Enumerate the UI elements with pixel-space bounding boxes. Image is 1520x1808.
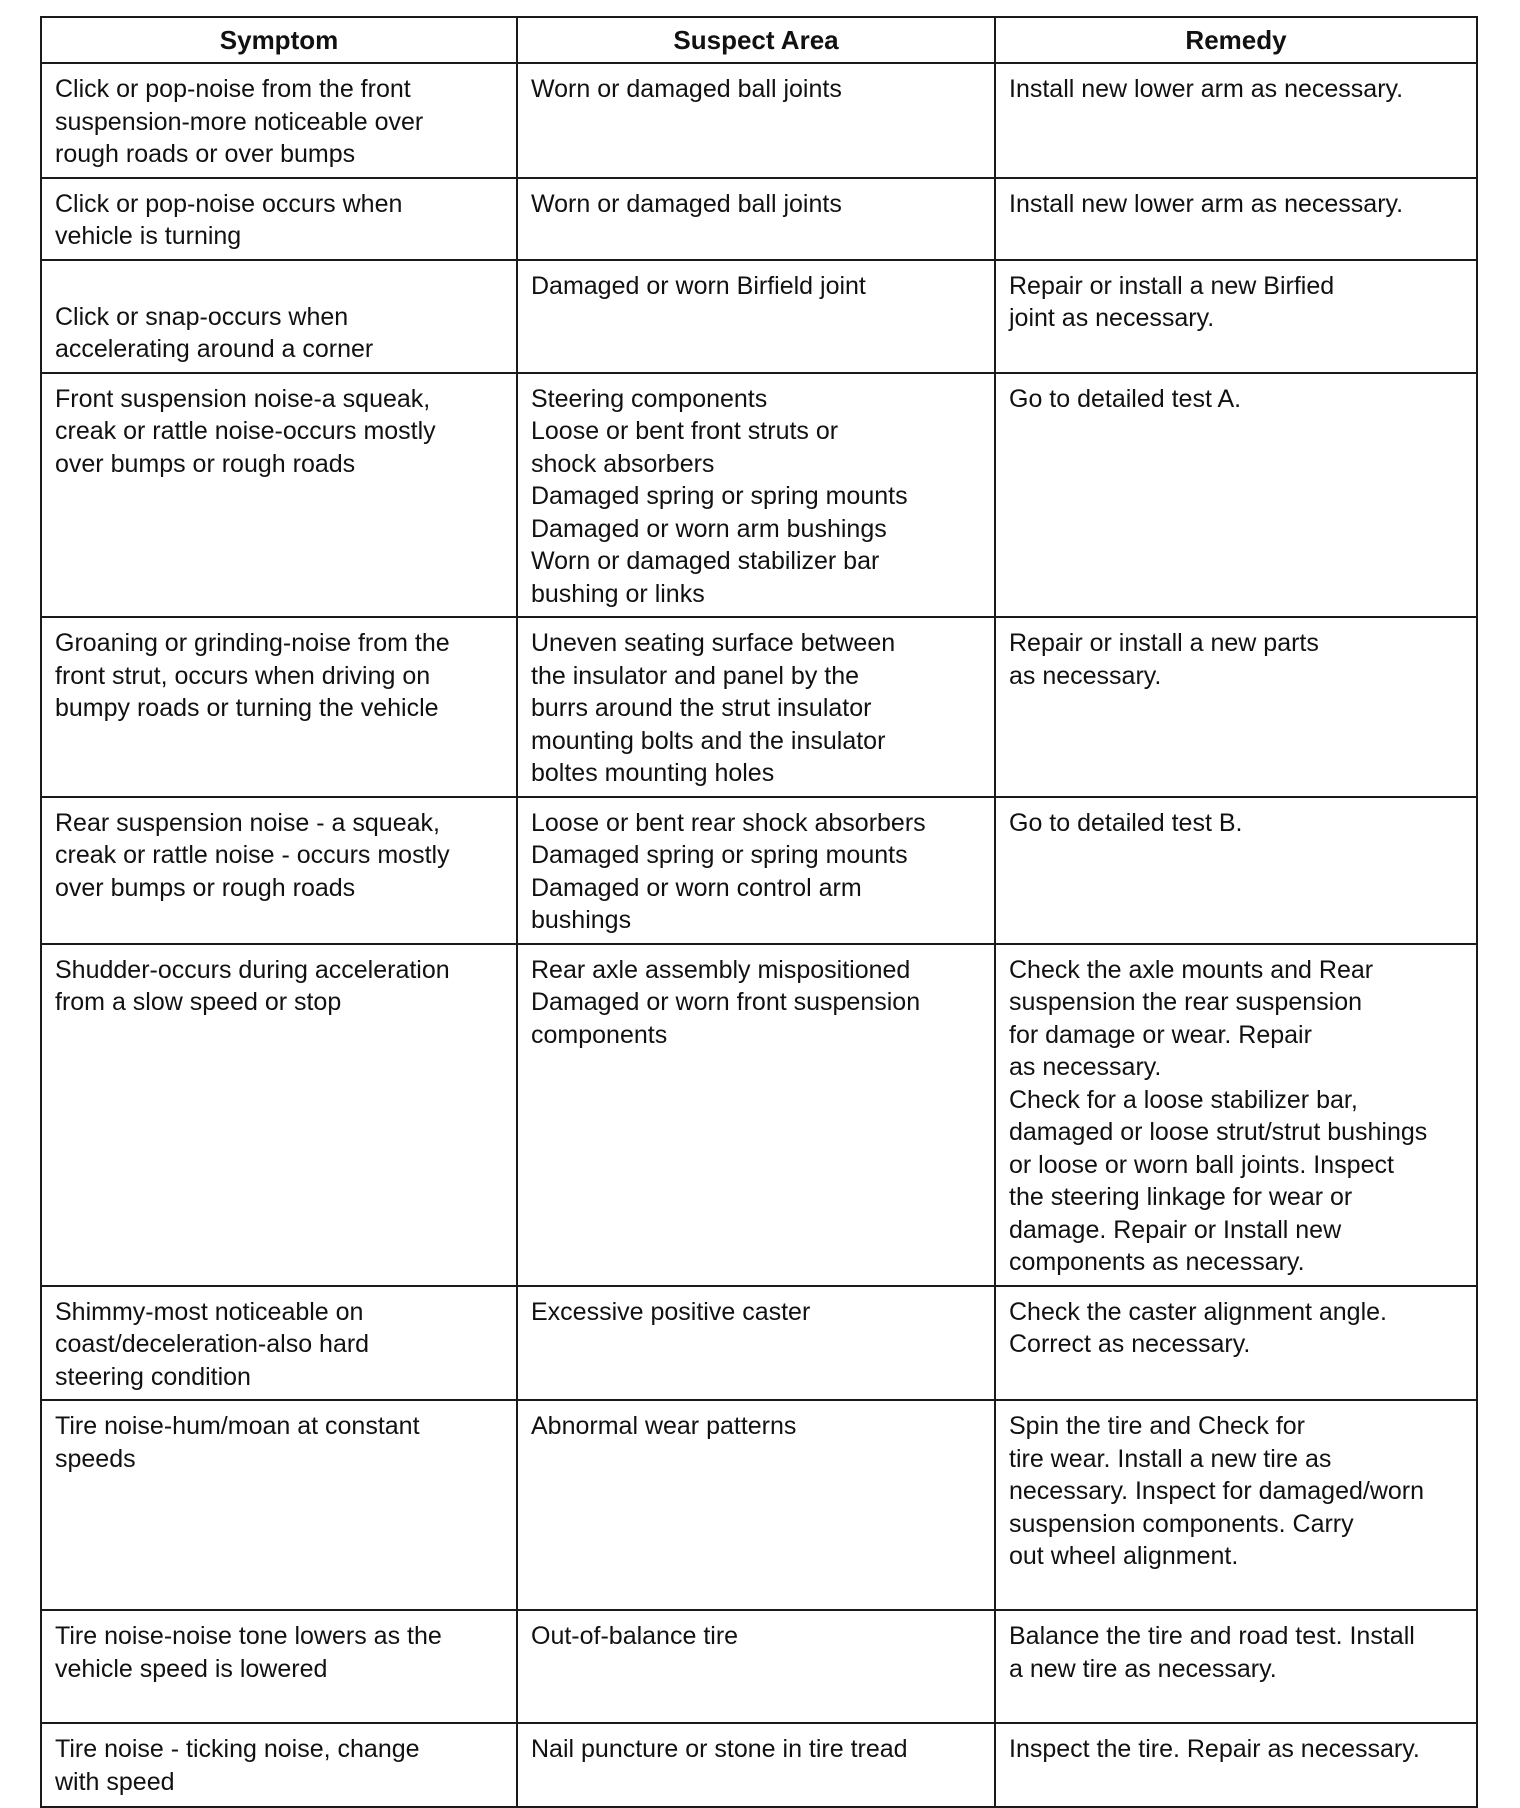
remedy-line: Correct as necessary. [1009, 1330, 1251, 1358]
symptom-cell [41, 944, 517, 1286]
remedy-line: Install new lower arm as necessary. [1009, 189, 1404, 218]
suspect-line: bushing or links [531, 579, 705, 608]
suspect-line: Steering components [531, 384, 768, 413]
remedy-line: a new tire as necessary. [1009, 1654, 1277, 1683]
remedy-line: or loose or worn ball joints. Inspect [1009, 1150, 1394, 1179]
diagnosis-table-sheet [40, 16, 1476, 1808]
suspect-line: Abnormal wear patterns [531, 1412, 797, 1440]
symptom-line: Tire noise-noise tone lowers as the [55, 1622, 442, 1650]
symptom-cell [41, 178, 517, 260]
symptom-line: coast/deceleration-also hard [55, 1330, 370, 1358]
suspect-line: Worn or damaged ball joints [531, 75, 842, 103]
remedy-line: tire wear. Install a new tire as [1009, 1444, 1332, 1473]
remedy-cell [995, 1723, 1477, 1807]
table-body [41, 63, 1477, 1807]
symptom-line: rough roads or over bumps [55, 140, 356, 168]
remedy-line: Repair or install a new Birfied [1009, 271, 1335, 300]
remedy-cell [995, 1400, 1477, 1610]
suspect-area-cell [517, 1286, 995, 1401]
symptom-line: Front suspension noise-a squeak, [55, 384, 431, 413]
suspect-area-cell [517, 617, 995, 797]
suspect-line: Loose or bent front struts or [531, 417, 839, 445]
symptom-line: vehicle speed is lowered [55, 1654, 328, 1683]
remedy-column-header: Remedy [995, 17, 1477, 63]
remedy-line: Spin the tire and Check for [1009, 1412, 1305, 1440]
remedy-line: Install new lower arm as necessary. [1009, 75, 1404, 103]
symptom-cell [41, 260, 517, 373]
remedy-line: the steering linkage for wear or [1009, 1183, 1353, 1211]
suspect-area-cell [517, 260, 995, 373]
suspect-line: burrs around the strut insulator [531, 694, 872, 722]
suspect-line: Damaged spring or spring mounts [531, 482, 908, 510]
suspect-line: mounting bolts and the insulator [531, 726, 886, 755]
remedy-cell [995, 178, 1477, 260]
symptom-line: over bumps or rough roads [55, 449, 356, 478]
suspect-area-cell [517, 63, 995, 178]
suspect-area-cell [517, 178, 995, 260]
symptom-line: Shimmy-most noticeable on [55, 1297, 364, 1326]
remedy-cell [995, 617, 1477, 797]
symptom-cell [41, 1400, 517, 1610]
table-row [41, 178, 1477, 260]
remedy-cell [995, 797, 1477, 944]
suspect-line: Uneven seating surface between [531, 629, 896, 657]
table-row [41, 944, 1477, 1286]
symptom-line: Rear suspension noise - a squeak, [55, 808, 440, 837]
symptom-cell [41, 1286, 517, 1401]
remedy-line: as necessary. [1009, 1053, 1162, 1081]
suspect-area-cell [517, 373, 995, 618]
suspect-line: Worn or damaged ball joints [531, 189, 842, 218]
remedy-line: suspension the rear suspension [1009, 988, 1363, 1016]
remedy-line: Inspect the tire. Repair as necessary. [1009, 1735, 1420, 1763]
remedy-cell [995, 260, 1477, 373]
table-row [41, 260, 1477, 373]
suspect-line: Worn or damaged stabilizer bar [531, 547, 880, 575]
suspect-area-column-header: Suspect Area [517, 17, 995, 63]
symptom-cell [41, 617, 517, 797]
symptom-line: Click or snap-occurs when [55, 302, 349, 331]
table-row [41, 1400, 1477, 1610]
suspect-line: bushings [531, 906, 632, 934]
diagnosis-table [40, 16, 1478, 1808]
remedy-line: Check the caster alignment angle. [1009, 1297, 1387, 1326]
symptom-line: from a slow speed or stop [55, 988, 342, 1016]
remedy-line: as necessary. [1009, 661, 1162, 690]
symptom-line: steering condition [55, 1362, 251, 1391]
table-header-row [41, 17, 1477, 63]
table-row [41, 1723, 1477, 1807]
remedy-line: damage. Repair or Install new [1009, 1215, 1342, 1244]
suspect-area-cell [517, 797, 995, 944]
symptom-line: over bumps or rough roads [55, 873, 356, 902]
remedy-cell [995, 373, 1477, 618]
table-row [41, 1610, 1477, 1723]
suspect-line: Damaged or worn front suspension [531, 988, 921, 1016]
symptom-line: vehicle is turning [55, 222, 242, 250]
symptom-line: creak or rattle noise - occurs mostly [55, 841, 450, 869]
symptom-line: suspension-more noticeable over [55, 107, 424, 136]
table-row [41, 797, 1477, 944]
suspect-area-cell [517, 1400, 995, 1610]
suspect-line: Damaged spring or spring mounts [531, 841, 908, 869]
remedy-line: damaged or loose strut/strut bushings [1009, 1118, 1428, 1146]
symptom-cell [41, 63, 517, 178]
symptom-line: bumpy roads or turning the vehicle [55, 694, 439, 722]
suspect-line: Excessive positive caster [531, 1297, 811, 1326]
remedy-line: components as necessary. [1009, 1248, 1305, 1276]
suspect-area-cell [517, 944, 995, 1286]
suspect-line: Damaged or worn Birfield joint [531, 271, 866, 300]
remedy-line: Go to detailed test A. [1009, 384, 1242, 413]
remedy-line: out wheel alignment. [1009, 1542, 1239, 1570]
symptom-line: Click or pop-noise occurs when [55, 189, 403, 218]
suspect-line: the insulator and panel by the [531, 661, 860, 690]
symptom-line: Click or pop-noise from the front [55, 75, 411, 103]
suspect-line: Damaged or worn arm bushings [531, 514, 887, 543]
remedy-cell [995, 63, 1477, 178]
symptom-line: with speed [55, 1767, 175, 1796]
suspect-line: Out-of-balance tire [531, 1622, 739, 1650]
table-row [41, 63, 1477, 178]
remedy-cell [995, 944, 1477, 1286]
symptom-cell [41, 1610, 517, 1723]
suspect-line: boltes mounting holes [531, 759, 775, 787]
symptom-line: speeds [55, 1444, 136, 1473]
remedy-line: for damage or wear. Repair [1009, 1020, 1312, 1049]
remedy-line: Check the axle mounts and Rear [1009, 955, 1374, 984]
symptom-line: Tire noise-hum/moan at constant [55, 1412, 420, 1440]
symptom-cell [41, 373, 517, 618]
remedy-line: joint as necessary. [1009, 304, 1215, 332]
symptom-cell [41, 797, 517, 944]
suspect-line: shock absorbers [531, 449, 715, 478]
remedy-line: suspension components. Carry [1009, 1509, 1354, 1538]
symptom-line: creak or rattle noise-occurs mostly [55, 417, 436, 445]
suspect-area-cell [517, 1723, 995, 1807]
symptom-line: Shudder-occurs during acceleration [55, 955, 450, 984]
suspect-line: Loose or bent rear shock absorbers [531, 808, 926, 837]
symptom-line: Groaning or grinding-noise from the [55, 629, 450, 657]
symptom-line: accelerating around a corner [55, 335, 374, 363]
table-row [41, 373, 1477, 618]
remedy-line: Repair or install a new parts [1009, 629, 1319, 657]
remedy-line: Balance the tire and road test. Install [1009, 1622, 1415, 1650]
suspect-line: Rear axle assembly mispositioned [531, 955, 911, 984]
remedy-line: Check for a loose stabilizer bar, [1009, 1085, 1358, 1114]
symptom-column-header: Symptom [41, 17, 517, 63]
remedy-line: Go to detailed test B. [1009, 808, 1243, 837]
suspect-line: Nail puncture or stone in tire tread [531, 1735, 908, 1763]
symptom-line: Tire noise - ticking noise, change [55, 1735, 420, 1763]
suspect-line: Damaged or worn control arm [531, 873, 862, 902]
remedy-cell [995, 1610, 1477, 1723]
symptom-cell [41, 1723, 517, 1807]
table-row [41, 617, 1477, 797]
remedy-cell [995, 1286, 1477, 1401]
suspect-area-cell [517, 1610, 995, 1723]
table-row [41, 1286, 1477, 1401]
remedy-line: necessary. Inspect for damaged/worn [1009, 1477, 1425, 1505]
symptom-line: front strut, occurs when driving on [55, 661, 431, 690]
suspect-line: components [531, 1020, 668, 1049]
